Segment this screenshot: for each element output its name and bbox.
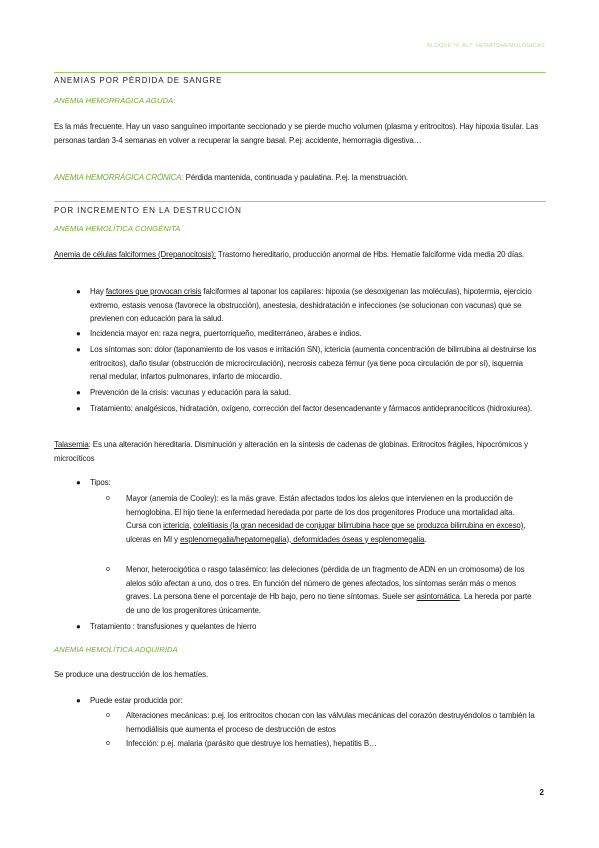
paragraph-text: : Es una alteración hereditaria. Disminución y alteración en la síntesis de cadenas de globinas. Eritrocitos frágiles, hipocrómicos y microcíticos bbox=[54, 440, 528, 463]
list-text: Hay bbox=[90, 287, 106, 296]
section-title: ANEMIAS POR PÉRDIDA DE SANGRE bbox=[54, 76, 223, 85]
bullet-icon: ● bbox=[76, 329, 81, 338]
paragraph-drepanocitosis bbox=[54, 248, 546, 262]
running-header: BLOQUE IV. ALT. HEMATOHEMOLÓGICAS bbox=[427, 43, 545, 49]
list-item: Tipos: bbox=[90, 478, 111, 487]
bullet-icon: ● bbox=[76, 345, 81, 354]
list-item: Tratamiento : transfusiones y quelantes de hierro bbox=[90, 622, 257, 631]
section-title: POR INCREMENTO EN LA DESTRUCCIÓN bbox=[54, 206, 242, 215]
sub-bullet-icon: o bbox=[106, 495, 110, 502]
bullet-icon: ● bbox=[76, 287, 81, 296]
list-item bbox=[90, 285, 540, 326]
paragraph-text: Trastorno hereditario, producción anormal de Hbs. Hematíe falciforme vida media 20 días. bbox=[215, 250, 525, 259]
page-number: 2 bbox=[539, 788, 544, 797]
sub-bullet-icon: o bbox=[106, 712, 110, 719]
subsection-title: ANEMIA HEMOLÍTICA CONGÉNITA bbox=[54, 224, 181, 233]
inline-subtitle: ANEMIA HEMORRÁGICA CRÓNICA: bbox=[54, 173, 184, 182]
bullet-icon: ● bbox=[76, 696, 81, 705]
section-rule bbox=[54, 72, 546, 73]
list-text: . bbox=[424, 534, 427, 544]
paragraph-text: Pérdida mantenida, continuada y paulatina. P.ej. la menstruación. bbox=[183, 173, 408, 182]
list-text: . La hereda por parte de uno de los progenitores únicamente. bbox=[126, 592, 532, 615]
sub-list-item: Infección: p.ej. malaria (parásito que destruye los hematíes), hepatitis B… bbox=[126, 739, 377, 748]
list-item: Puede estar producida por: bbox=[90, 696, 183, 705]
subsection-title: ANEMIA HEMORRÁGICA AGUDA: bbox=[54, 96, 176, 105]
bullet-icon: ● bbox=[76, 388, 81, 397]
paragraph: Es la más frecuente. Hay un vaso sanguíneo importante seccionado y se pierde mucho volumen (plasma y eritrocitos). Hay hipoxia tisular. Las personas tardan 3-4 semanas en volver a recuperar la sangre basal. P.ej: accidente, hemorragia digestiva… bbox=[54, 122, 539, 145]
underlined-text: ictericia bbox=[163, 521, 190, 530]
sub-list-item: Alteraciones mecánicas: p.ej. los eritrocitos chocan con las válvulas mecánicas del corazón destruyéndolos o también la hemodiálisis que aumenta el proceso de destrucción de estos bbox=[126, 711, 535, 734]
subsection-title: ANEMIA HEMOLÍTICA ADQUIRIDA bbox=[54, 645, 178, 654]
list-text: , bbox=[189, 521, 194, 530]
sub-list-item bbox=[126, 563, 536, 617]
term: Anemia de células falciformes (Drepanocitosis): bbox=[54, 250, 216, 259]
list-text: falciformes al taponar los capilares: hipoxia (se desoxigenan las moléculas), hipotermia, ejercicio extremo, estasis venosa (favorece la obstrucción), anestesia, deshidratación e infecciones (se solucionan con vacunas) que se previenen con educación para la salud. bbox=[90, 287, 532, 323]
term: Talasemia bbox=[54, 440, 89, 449]
section-rule bbox=[54, 201, 546, 202]
list-item: Prevención de la crisis: vacunas y educación para la salud. bbox=[90, 388, 291, 397]
underlined-text: asintomática bbox=[416, 592, 460, 601]
list-item: Incidencia mayor en: raza negra, puertorriqueño, mediterráneo, árabes e indios. bbox=[90, 329, 362, 338]
paragraph: Se produce una destrucción de los hematíes. bbox=[54, 670, 209, 679]
underlined-text: factores que provocan crisis bbox=[105, 287, 202, 296]
paragraph-talasemia bbox=[54, 438, 546, 465]
bullet-icon: ● bbox=[76, 404, 81, 413]
bullet-icon: ● bbox=[76, 478, 81, 487]
list-text: Menor, heterocigótica o rasgo talasémico: las deleciones (pérdida de un fragmento de ADN en un cromosoma) de los alelos sólo afectan a uno, dos o tres. En función del número de genes afectados, los síntomas serán más o menos graves. La persona tiene el porcentaje de Hb bajo, pero no tiene síntomas. Suele ser bbox=[126, 565, 525, 601]
paragraph-chronic bbox=[54, 171, 546, 185]
sub-bullet-icon: o bbox=[106, 740, 110, 747]
list-text: , ulceras en MI y bbox=[126, 521, 526, 544]
list-item: Los síntomas son: dolor (taponamiento de los vasos e irritación SN), ictericia (aumenta concentración de bilirrubina al destruirse los eritrocitos), daño tisular (obstrucción de microcirculación), necrosis cabeza fémur (ya tiene poca circulación de por sí), isquemia renal medular, infartos pulmonares, infarto de miocardio. bbox=[90, 345, 537, 381]
list-item: Tratamiento: analgésicos, hidratación, oxígeno, corrección del factor desencadenante y fármacos antidepranocíticos (hidroxiurea). bbox=[90, 404, 533, 413]
list-text: Mayor (anemia de Cooley): es la más grave. Están afectados todos los alelos que intervienen en la producción de hemoglobina. El hijo tiene la enfermedad heredada por parte de los dos progenitores Produce una mortalidad alta. Cursa con bbox=[126, 494, 515, 530]
sub-bullet-icon: o bbox=[106, 566, 110, 573]
sub-list-item bbox=[126, 492, 536, 546]
underlined-text: colelitiasis (la gran necesidad de conjugar bilirrubina hace que se produzca bilirrubina en exceso) bbox=[193, 521, 524, 530]
underlined-text: esplenomegalia/hepatomegalia), deformidades óseas y esplenomegalia bbox=[180, 534, 425, 544]
bullet-icon: ● bbox=[76, 622, 81, 631]
